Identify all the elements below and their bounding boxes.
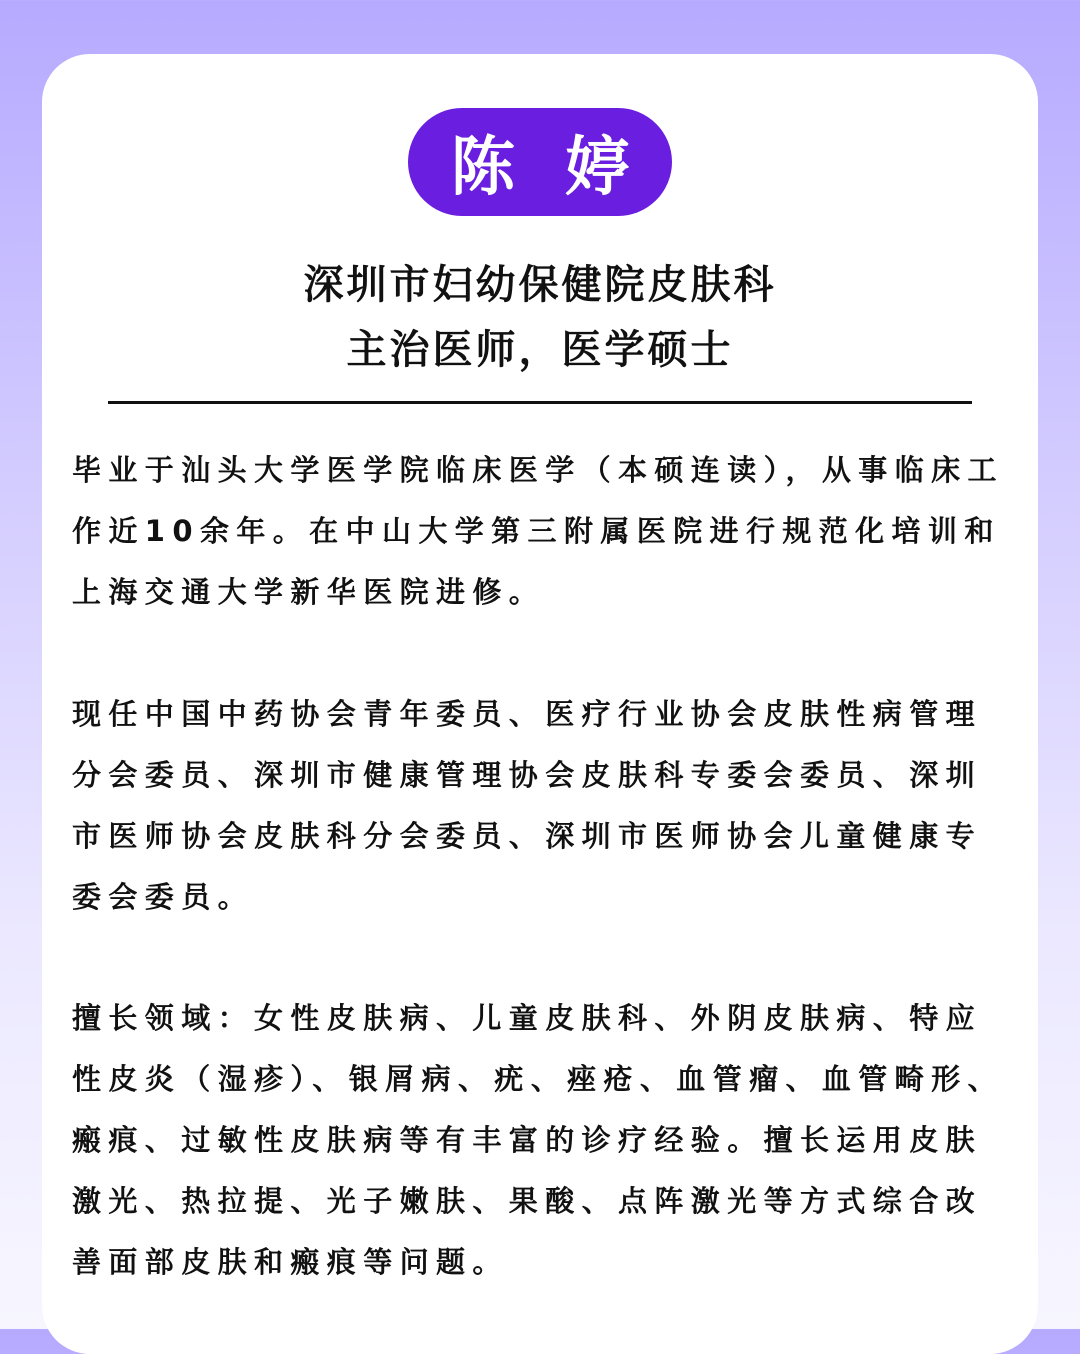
memberships-paragraph: 现任中国中药协会青年委员、医疗行业协会皮肤性病管理分会委员、深圳市健康管理协会皮肤科专委会委员、深圳市医师协会皮肤科分会委员、深圳市医师协会儿童健康专委会委员。 [72,697,983,914]
expertise-paragraph: 擅长领域：女性皮肤病、儿童皮肤科、外阴皮肤病、特应性皮炎（湿疹）、银屑病、疣、痤疮、血管瘤、血管畸形、瘢痕、过敏性皮肤病等有丰富的诊疗经验。擅长运用皮肤激光、热拉提、光子嫩肤、果酸、点阵激光等方式综合改善面部皮肤和瘢痕等问题。 [72,1001,1004,1279]
affiliation-heading: 深圳市妇幼保健院皮肤科 [303,262,777,308]
education-paragraph: 毕业于汕头大学医学院临床医学（本硕连读），从事临床工作近10余年。在中山大学第三附属医院进行规范化培训和上海交通大学新华医院进修。 [72,453,1004,609]
title-heading: 主治医师，医学硕士 [346,327,734,373]
name-badge: 陈 婷 [408,108,672,216]
divider [108,401,972,404]
